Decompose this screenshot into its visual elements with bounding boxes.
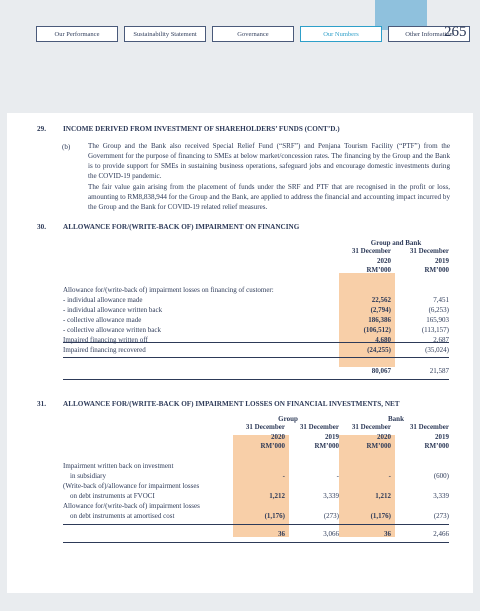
table-cell: 1,212 [375,492,391,500]
total-group-2020: 36 [278,530,285,538]
table-row-label: - collective allowance written back [63,326,161,334]
group-2019-header [279,423,339,452]
col-2019-line3: RM’000 [424,266,449,274]
group-2020-line2: 2020 [271,432,285,441]
col-2020-header [327,247,391,276]
page-number: 265 [444,24,467,40]
total-bank-2020: 36 [384,530,391,538]
item-b-label: (b) [62,143,71,151]
table-divider [63,342,449,343]
col-2020-line3: RM’000 [366,266,391,274]
table-cell: 2,687 [433,336,449,344]
table-cell: 3,339 [323,492,339,500]
content-panel [7,113,473,593]
table-cell: 22,562 [371,296,391,304]
bank-2019-line2: 2019 [435,432,449,441]
table-row-label: (Write-back of)/allowance for impairment losses [63,482,200,490]
section-31-number: 31. [37,400,46,408]
tab-sustainability-statement[interactable]: Sustainability Statement [124,26,206,42]
table-cell: 165,903 [426,316,449,324]
table-cell: (273) [433,512,449,520]
group-2019-line2: 2019 [325,432,339,441]
table-cell: 4,680 [375,336,391,344]
table-cell: (273) [323,512,339,520]
section-29-paragraph-2: The fair value gain arising from the placement of funds under the SRF and PTF that are recognised in the profit or loss, amounting to RM8,838,944 for the Group and the Bank, are applied to address the financial and accounting impact incurred by the Group and the Bank for COVID-19 related relief measures. [88,183,450,211]
table-cell: - [282,472,285,480]
table-cell: (113,157) [421,326,449,334]
section-30-number: 30. [37,223,46,231]
table-cell: 1,212 [269,492,285,500]
table-row-label: in subsidiary [70,472,106,480]
total-bank-2019: 2,466 [433,530,449,538]
table-row-label: Allowance for/(write-back of) impairment losses [63,502,200,510]
tab-our-performance[interactable]: Our Performance [36,26,118,42]
table-cell: (35,024) [425,346,449,354]
section-30-title: ALLOWANCE FOR/(WRITE-BACK OF) IMPAIRMENT ON FINANCING [63,223,300,231]
table-row-label: Impaired financing recovered [63,346,146,354]
tab-other-information[interactable]: Other Information [388,26,470,42]
group-2020-header [225,423,285,452]
section-31-title: ALLOWANCE FOR/(WRITE-BACK OF) IMPAIRMENT LOSSES ON FINANCIAL INVESTMENTS, NET [63,400,400,408]
total-group-2019: 3,066 [323,530,339,538]
table-divider [63,379,449,380]
table-cell: 7,451 [433,296,449,304]
col-2020-line1: 31 December [351,247,391,255]
table-row-label: - individual allowance written back [63,306,163,314]
tab-our-numbers[interactable]: Our Numbers [300,26,382,42]
table-divider [63,542,449,543]
group-2019-line3: RM’000 [314,442,339,450]
group-and-bank-header: Group and Bank [370,239,422,247]
col-2019-header [387,247,449,276]
table-cell: (6,253) [428,306,449,314]
col-2019-line2: 2019 [435,256,449,265]
bank-2020-line1: 31 December [351,423,391,431]
table-cell: - [388,472,391,480]
section-29-paragraph-1: The Group and the Bank also received Special Relief Fund (“SRF”) and Penjana Tourism Facility (“PTF”) from the Government for the purpose of financing to SMEs at below market/concession rates. The financing by the Group and the Bank is to provide support for SMEs in sustaining business operations, safeguard jobs and encourage domestic investments during the COVID-19 pandemic. [88,142,450,180]
table-divider [63,357,449,358]
table-cell: (24,255) [367,346,391,354]
table-cell: (1,176) [370,512,391,520]
table-cell: (106,512) [363,326,391,334]
col-2019-line1: 31 December [409,247,449,255]
bank-2020-line3: RM’000 [366,442,391,450]
tab-governance[interactable]: Governance [212,26,294,42]
table-cell: (600) [433,472,449,480]
table-row-label: Impaired financing written off [63,336,148,344]
table-row-label: Allowance for/(write-back of) impairment losses on financing of customer: [63,286,274,294]
table-divider [63,524,449,525]
section-29-heading [37,125,340,133]
total-2019: 21,587 [429,367,449,375]
bank-2019-line3: RM’000 [424,442,449,450]
group-header: Group [278,415,298,423]
bank-2019-line1: 31 December [409,423,449,431]
table-cell: (2,794) [370,306,391,314]
table-row-label: on debt instruments at FVOCI [70,492,155,500]
bank-2019-header [389,423,449,452]
section-30-heading [37,223,299,231]
bank-2020-header [331,423,391,452]
table-row-label: on debt instruments at amortised cost [70,512,175,520]
table-cell: - [336,472,339,480]
table-row-label: Impairment written back on investment [63,462,174,470]
bank-header: Bank [388,415,404,423]
group-2020-line1: 31 December [245,423,285,431]
section-29-number: 29. [37,125,46,133]
section-nav [36,26,476,43]
group-2019-line1: 31 December [299,423,339,431]
bank-2020-line2: 2020 [377,432,391,441]
table-cell: 3,339 [433,492,449,500]
table-row-label: - individual allowance made [63,296,143,304]
section-31-heading [37,400,400,408]
total-2020: 80,067 [371,367,391,375]
table-cell: (1,176) [264,512,285,520]
section-29-title: INCOME DERIVED FROM INVESTMENT OF SHAREHOLDERS’ FUNDS (CONT’D.) [63,125,340,133]
table-row-label: - collective allowance made [63,316,142,324]
table-cell: 186,386 [368,316,391,324]
col-2020-line2: 2020 [377,256,391,265]
group-2020-line3: RM’000 [260,442,285,450]
